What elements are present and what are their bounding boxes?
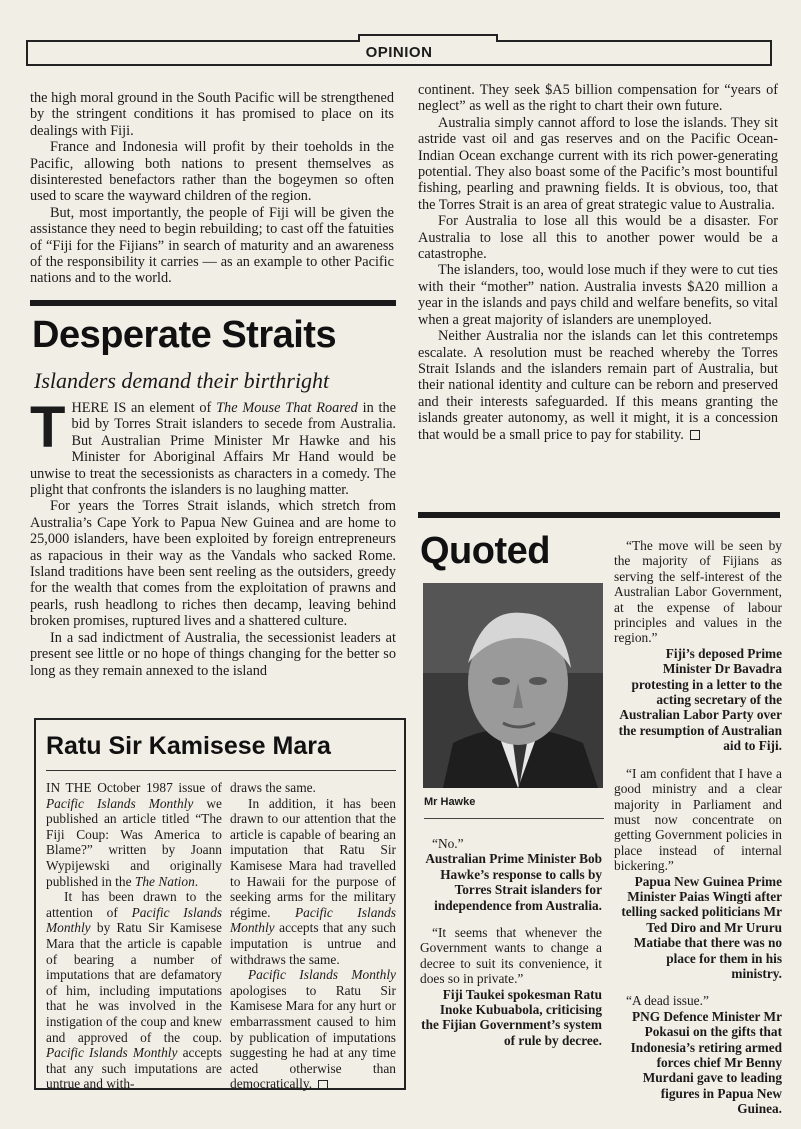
quote-text: “No.”: [432, 836, 464, 851]
correction-paragraph: [230, 967, 396, 1092]
article-column-1: [30, 395, 396, 679]
correction-text: Pacific Islands Monthly apologises to Ratu Sir Kamisese Mara for any hurt or embarrassment caused to him by publication of imputations suggesting he had at any time acted otherwise than democratically.: [230, 967, 396, 1092]
end-of-article-square-icon: [690, 430, 700, 440]
intro-paragraph: France and Indonesia will profit by their toeholds in the Pacific, allowing both nations to present themselves as disinterested benefactors rather than the bogeymen so often used to scare the wayward children of the region.: [30, 139, 394, 205]
divider-rule: [30, 300, 396, 306]
correction-paragraph: It has been drawn to the attention of Pacific Islands Monthly by Ratu Sir Kamisese Mara that the article is capable of bearing a number of imputations that are defamatory of him, including imputations that he was involved in the instigation of the coup and knew and approved of the coup. Pacific Islands Monthly accepts that any such imputations are untrue and with-: [46, 889, 223, 1092]
intro-text: [30, 90, 394, 287]
intro-paragraph: the high moral ground in the South Pacific will be strengthened by the stringent conditions it has promised to place on its dealings with Fiji.: [30, 90, 394, 139]
lead-paragraph: [30, 395, 396, 499]
correction-paragraph: IN THE October 1987 issue of Pacific Islands Monthly we published an article titled “The Fiji Coup: Was America to Blame?” written by Joann Wypijewski and originally published in the The Nation.: [46, 780, 222, 889]
quote-attribution: Papua New Guinea Prime Minister Paias Wingti after telling sacked politicians Mr Ted Diro and Mr Ururu Matiabe that there was no place for them in his ministry.: [621, 873, 782, 981]
article-headline: Desperate Straits: [32, 314, 337, 356]
quote-text: “It seems that whenever the Government wants to change a decree to suit its convenience, it does so in private.”: [420, 925, 602, 987]
quote-attribution: PNG Defence Minister Mr Pokasui on the gifts that Indonesia’s retiring armed forces chief Mr Benny Murdani gave to leading figures in Papua New Guinea.: [630, 1008, 782, 1117]
correction-title: Ratu Sir Kamisese Mara: [46, 732, 331, 760]
caption-rule: [424, 818, 604, 819]
section-label: OPINION: [365, 44, 433, 61]
article-paragraph: In a sad indictment of Australia, the secessionist leaders at present see little or no hope of things changing for the better so long as they remain annexed to the island: [30, 629, 396, 679]
article-column-2: [418, 82, 778, 443]
portrait-image: [423, 583, 603, 788]
quote-attribution: Fiji’s deposed Prime Minister Dr Bavadra protesting in a letter to the acting secretary of the Australian Labor Party over the resumption of Australian aid to Fiji.: [618, 645, 782, 754]
correction-column-2: [230, 780, 396, 1092]
quote-text: “The move will be seen by the majority of Fijians as serving the self-interest of the Australian Labor Government, at the expense of labour principles and values in the region.”: [614, 538, 782, 646]
quote-text: “A dead issue.”: [626, 993, 709, 1009]
end-of-article-square-icon: [318, 1080, 328, 1090]
lead-text: HERE IS an element of The Mouse That Roared in the bid by Torres Strait islanders to secede from Australia. But Australian Prime Minister Mr Hawke and his Minister for Aboriginal Affairs Mr Hand would be unwise to treat the secessionists as characters in a comedy. The plight that confronts the islanders is no laughing matter.: [30, 400, 396, 499]
correction-paragraph: draws the same.: [230, 780, 316, 795]
article-paragraph: continent. They seek $A5 billion compensation for “years of neglect” as well as the right to chart their own future.: [418, 82, 778, 115]
article-paragraph: The islanders, too, would lose much if they were to cut ties with their “mother” nation. Australia invests $A20 million a year in the islands and pays child and welfare benefits, so vital when a great majority of islanders are unemployed.: [418, 262, 778, 328]
title-rule: [46, 770, 396, 771]
article-deck: Islanders demand their birthright: [34, 368, 330, 393]
quote-attribution: Australian Prime Minister Bob Hawke’s response to calls by Torres Strait islanders for independence from Australia.: [425, 851, 602, 913]
hawke-photo: [423, 583, 603, 788]
section-header: [26, 40, 772, 66]
intro-paragraph: But, most importantly, the people of Fiji will be given the assistance they need to begin rebuilding; to cast off the fatuities of “Fiji for the Fijians” in search of maturity and an awareness of the responsibility it carries — as an example to other Pacific nations and to the world.: [30, 204, 394, 287]
correction-column-1: [46, 780, 222, 1092]
quoted-rule: [418, 512, 780, 518]
drop-cap: T: [30, 395, 66, 460]
article-paragraph: [418, 328, 778, 443]
article-paragraph: For years the Torres Strait islands, which stretch from Australia’s Cape York to Papua New Guinea and are home to 25,000 islanders, have been exploited by foreign entrepreneurs as rapacious in their way as the Vandals who sacked Rome. Island traditions have been sent reeling as the outsiders, greedy for the wealth that comes from the exploitation of prawns and pearls, rush headlong to riches then decamp, leaving behind broken promises, ruptured lives and a shattered culture.: [30, 498, 396, 630]
quotes-right-column: [614, 538, 782, 1129]
quote-attribution: Fiji Taukei spokesman Ratu Inoke Kubuabola, criticising the Fijian Government’s system of rule by decree.: [421, 986, 602, 1048]
correction-paragraph: In addition, it has been drawn to our attention that the article is capable of bearing an imputation that Ratu Sir Kamisese Mara had travelled to Hawaii for the purpose of seeking arms for the military régime. Pacific Islands Monthly accepts that any such imputation is untrue and withdraws the same.: [230, 795, 396, 967]
article-paragraph: For Australia to lose all this would be a disaster. For Australia to lose all this to another power would be a catastrophe.: [418, 213, 778, 263]
quoted-title: Quoted: [420, 530, 550, 572]
quotes-left-column: [420, 836, 602, 1060]
photo-caption: Mr Hawke: [424, 796, 476, 808]
closing-text: Neither Australia nor the islands can let this contretemps escalate. A resolution must be reached whereby the Torres Strait Islands and the islanders remain part of Australia, but their national identity and culture can be reborn and preserved and their interests safeguarded. If this means granting the islands greater autonomy, as well it might, it is a concession that would be a small price to pay for stability.: [418, 328, 778, 443]
correction-box: [34, 718, 406, 1090]
quote-text: “I am confident that I have a good ministry and a clear majority in Parliament and must now concentrate on getting Government policies in place instead of internal bickering.”: [614, 765, 782, 874]
header-tab: [358, 34, 498, 42]
article-paragraph: Australia simply cannot afford to lose the islands. They sit astride vast oil and gas reserves and on the Pacific Ocean-Indian Ocean exchange current with its rich power-generating potential. They also boast some of the Pacific’s most bountiful fishing, pearling and prawning fields. It is obvious, too, that the Torres Strait is an area of great strategic value to Australia.: [418, 114, 778, 213]
